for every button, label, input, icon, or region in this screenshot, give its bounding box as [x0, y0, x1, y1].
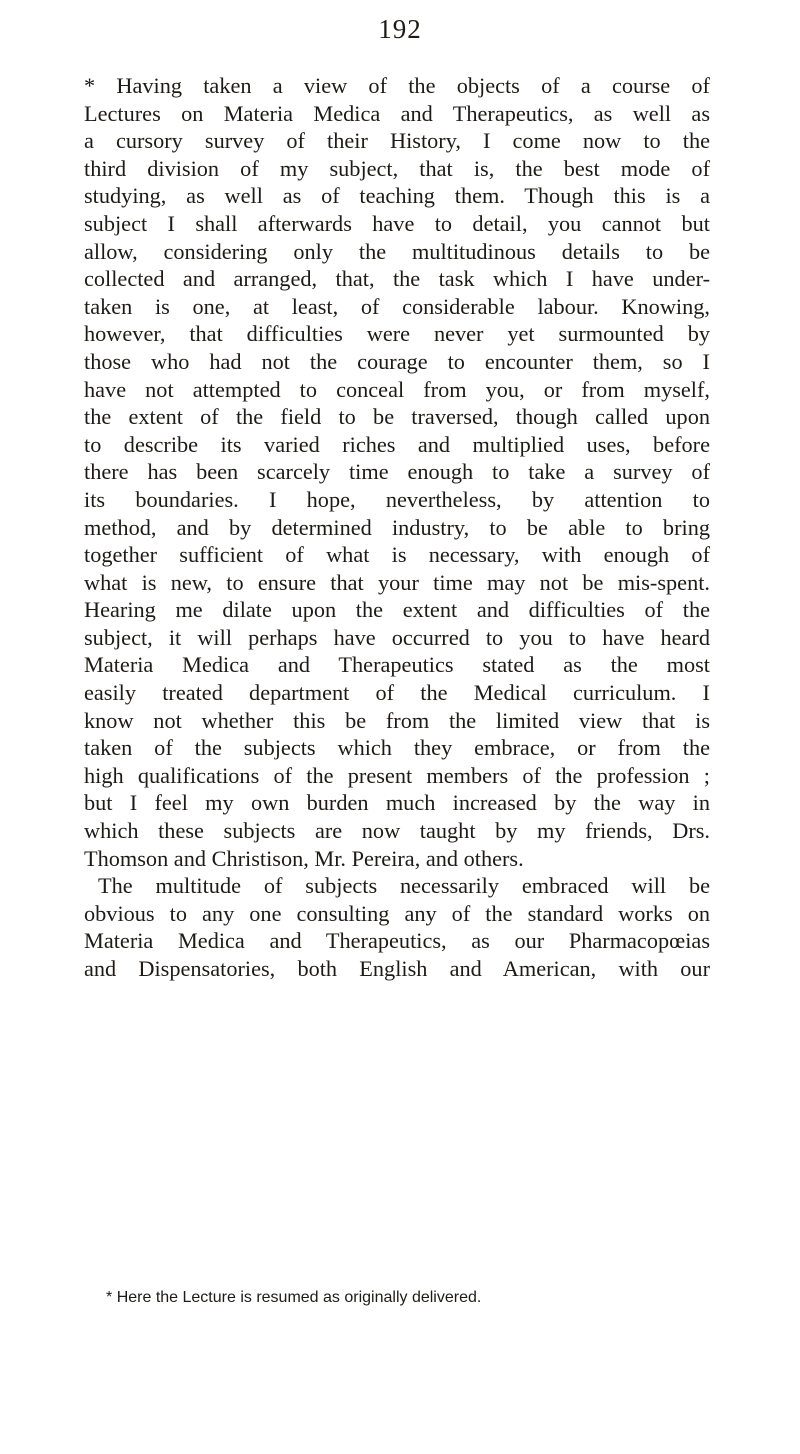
- body-text: [84, 72, 710, 983]
- text-line: Materia Medica and Therapeutics stated as the most: [84, 652, 710, 678]
- text-line: there has been scarcely time enough to take a survey of: [84, 459, 710, 485]
- text-line: Lectures on Materia Medica and Therapeutics, as well as: [84, 100, 710, 126]
- text-line: what is new, to ensure that your time may not be mis-spent.: [84, 569, 710, 595]
- text-line: high qualifications of the present members of the profession ;: [84, 762, 710, 788]
- text-line: easily treated department of the Medical curriculum. I: [84, 680, 710, 706]
- text-line: Hearing me dilate upon the extent and difficulties of the: [84, 597, 710, 623]
- text-line: have not attempted to conceal from you, or from myself,: [84, 376, 710, 402]
- text-line: to describe its varied riches and multiplied uses, before: [84, 431, 710, 457]
- text-line: method, and by determined industry, to be able to bring: [84, 514, 710, 540]
- text-line: those who had not the courage to encounter them, so I: [84, 348, 710, 374]
- page-number: 192: [378, 14, 422, 44]
- text-line: allow, considering only the multitudinous details to be: [84, 238, 710, 264]
- text-line: its boundaries. I hope, nevertheless, by attention to: [84, 486, 710, 512]
- text-line: * Having taken a view of the objects of a course of: [84, 73, 710, 98]
- text-line: and Dispensatories, both English and American, with our: [84, 956, 710, 981]
- footnote-text: Here the Lecture is resumed as originally delivered.: [116, 1289, 482, 1306]
- text-line: which these subjects are now taught by my friends, Drs.: [84, 818, 710, 844]
- text-line: The multitude of subjects necessarily embraced will be: [98, 873, 710, 899]
- text-line: subject, it will perhaps have occurred to you to have heard: [84, 624, 710, 650]
- text-line: know not whether this be from the limited view that is: [84, 707, 710, 733]
- text-line: however, that difficulties were never yet surmounted by: [84, 321, 710, 347]
- text-line: taken of the subjects which they embrace, or from the: [84, 735, 710, 761]
- text-line: taken is one, at least, of considerable labour. Knowing,: [84, 293, 710, 319]
- text-line: a cursory survey of their History, I come now to the: [84, 128, 710, 154]
- text-line: Materia Medica and Therapeutics, as our Pharmacopœias: [84, 928, 710, 954]
- text-line: but I feel my own burden much increased by the way in: [84, 790, 710, 816]
- footnote: [84, 1288, 710, 1308]
- text-line: the extent of the field to be traversed, though called upon: [84, 404, 710, 430]
- text-line: Thomson and Christison, Mr. Pereira, and others.: [84, 845, 524, 871]
- text-line: collected and arranged, that, the task which I have under-: [84, 266, 710, 292]
- footnote-mark: *: [106, 1289, 113, 1306]
- text-line: third division of my subject, that is, the best mode of: [84, 155, 710, 181]
- text-line: obvious to any one consulting any of the standard works on: [84, 900, 710, 926]
- text-line: subject I shall afterwards have to detail, you cannot but: [84, 210, 710, 236]
- text-line: studying, as well as of teaching them. Though this is a: [84, 183, 710, 209]
- text-line: together sufficient of what is necessary, with enough of: [84, 542, 710, 568]
